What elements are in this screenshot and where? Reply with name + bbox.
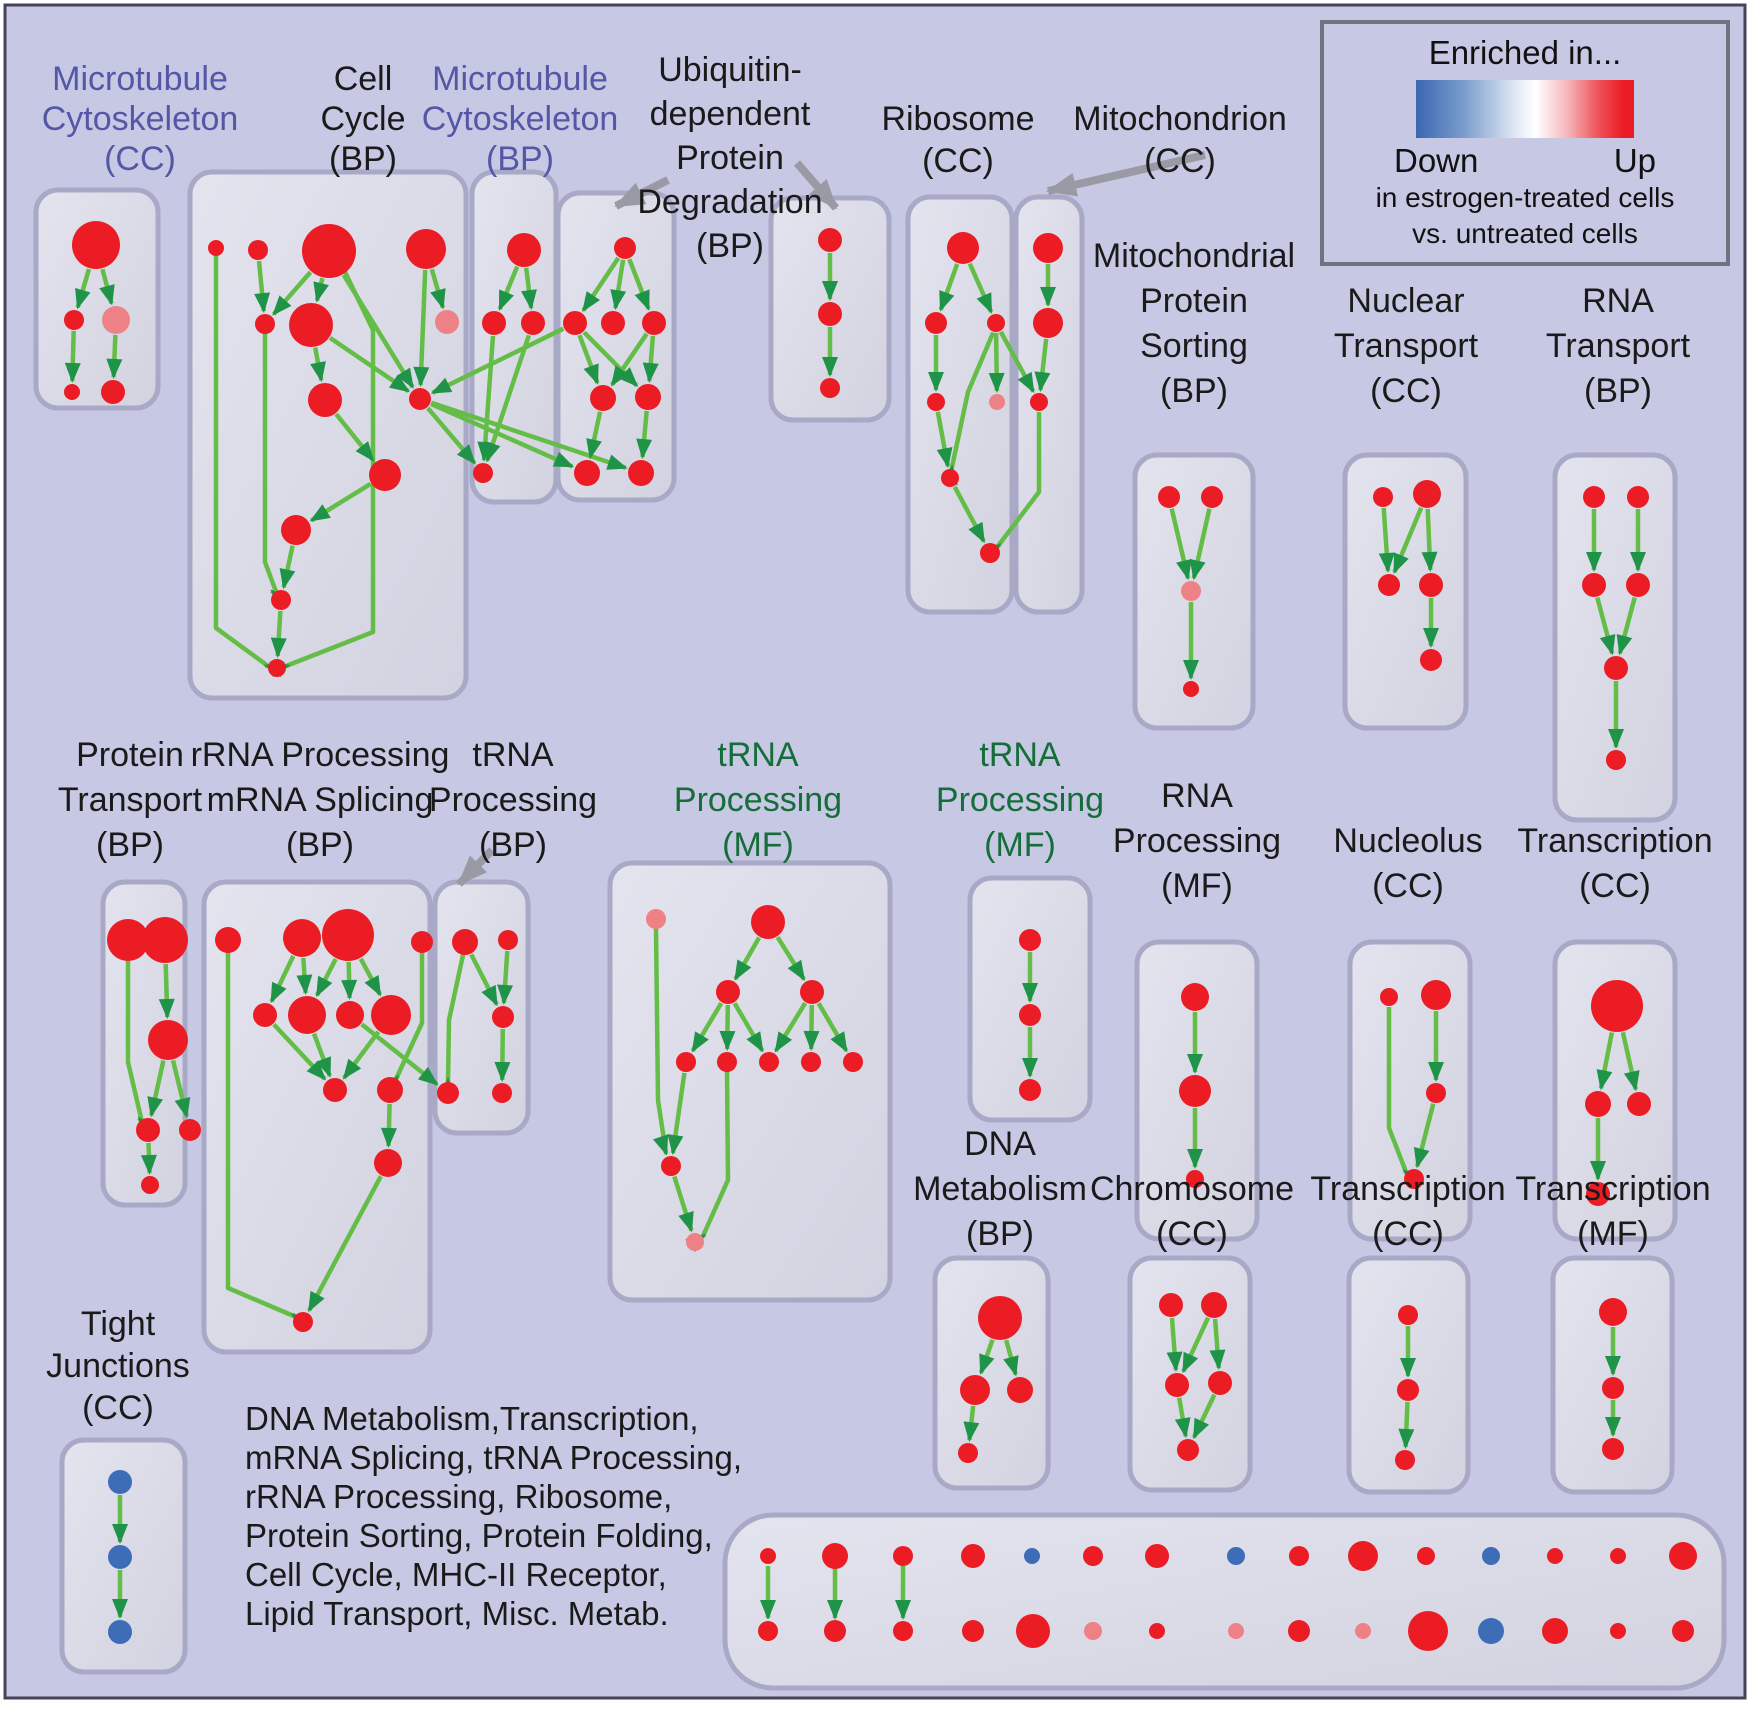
cluster-label-rr: rRNA Processing mRNA Splicing (BP) bbox=[190, 736, 450, 864]
go-term-node-y2 bbox=[1602, 1377, 1624, 1399]
edge-nt2-ntM2 bbox=[1428, 509, 1431, 570]
edge-ribS-ribP bbox=[996, 333, 997, 391]
go-term-dot-top bbox=[1348, 1541, 1378, 1571]
cluster-label-rnat: RNA Transport (BP) bbox=[1545, 282, 1691, 410]
cluster-box-dnam bbox=[935, 1258, 1048, 1488]
go-term-dot-bottom bbox=[1288, 1620, 1310, 1642]
go-term-node-ms2 bbox=[1201, 486, 1223, 508]
go-term-node-t2b bbox=[1019, 1004, 1041, 1026]
go-term-node-ch5 bbox=[1177, 1439, 1199, 1461]
cluster-label-tcc: Transcription (CC) bbox=[1517, 822, 1713, 905]
go-term-dot-bottom bbox=[1084, 1622, 1102, 1640]
go-term-node-cc12 bbox=[268, 659, 286, 677]
go-term-dot-bottom bbox=[1478, 1618, 1504, 1644]
go-term-node-ub4b bbox=[628, 460, 654, 486]
go-term-node-tm3 bbox=[759, 1052, 779, 1072]
go-term-node-mccA bbox=[72, 221, 120, 269]
go-term-node-t2c bbox=[1019, 1079, 1041, 1101]
go-term-node-tbTR bbox=[498, 930, 518, 950]
go-term-dot-bottom bbox=[1228, 1623, 1244, 1639]
go-term-node-rrT3 bbox=[322, 909, 374, 961]
go-term-node-tmT bbox=[751, 905, 785, 939]
cluster-label-rpmf: RNA Processing (MF) bbox=[1112, 777, 1282, 905]
go-term-node-ub4a bbox=[574, 460, 600, 486]
cluster-label-cc: Cell Cycle (BP) bbox=[320, 60, 406, 178]
cluster-label-ub: Ubiquitin-dependent Protein Degradation (BP) bbox=[637, 51, 823, 265]
go-term-node-mccB bbox=[64, 310, 84, 330]
go-term-dot-top bbox=[1482, 1547, 1500, 1565]
go-term-node-rrM2 bbox=[288, 996, 326, 1034]
legend-color-gradient bbox=[1416, 80, 1634, 138]
go-term-node-x1 bbox=[1398, 1305, 1418, 1325]
go-term-node-mbL bbox=[482, 311, 506, 335]
go-term-node-rrN bbox=[374, 1149, 402, 1177]
go-term-node-cc3 bbox=[302, 224, 356, 278]
go-term-dot-bottom bbox=[1610, 1623, 1626, 1639]
go-term-dot-top bbox=[822, 1543, 848, 1569]
cluster-label-mcc: Microtubule Cytoskeleton (CC) bbox=[41, 60, 239, 178]
go-term-node-tc3 bbox=[1627, 1092, 1651, 1116]
go-term-node-mitT bbox=[1033, 233, 1063, 263]
go-term-node-rp1 bbox=[1181, 983, 1209, 1011]
cluster-label-nuct: Nuclear Transport (CC) bbox=[1333, 282, 1479, 410]
cluster-label-tmf: tRNA Processing (MF) bbox=[673, 736, 843, 864]
cluster-label-dnam: DNA Metabolism (BP) bbox=[913, 1125, 1087, 1253]
go-term-node-ub3a bbox=[590, 385, 616, 411]
edge-tmR-tm4 bbox=[811, 1005, 812, 1049]
go-term-node-cc5 bbox=[255, 314, 275, 334]
go-term-node-ubT bbox=[614, 237, 636, 259]
go-term-dot-top bbox=[1547, 1548, 1563, 1564]
edge-tbMR-tbBR bbox=[502, 1029, 503, 1080]
go-term-node-nuB bbox=[1421, 980, 1451, 1010]
go-term-node-tc1 bbox=[1591, 980, 1643, 1032]
go-term-node-ubc1 bbox=[818, 228, 842, 252]
go-term-node-rrV bbox=[293, 1312, 313, 1332]
go-term-dot-top bbox=[760, 1548, 776, 1564]
go-term-node-dn4 bbox=[958, 1443, 978, 1463]
go-term-node-rrB2 bbox=[377, 1077, 403, 1103]
go-term-node-tmR bbox=[800, 980, 824, 1004]
go-term-node-ch1 bbox=[1159, 1293, 1183, 1317]
go-term-node-ribL bbox=[925, 312, 947, 334]
go-term-node-tm2 bbox=[717, 1052, 737, 1072]
go-term-dot-top bbox=[1289, 1546, 1309, 1566]
legend-title: Enriched in... bbox=[1428, 34, 1622, 71]
go-term-node-rtM1 bbox=[1582, 573, 1606, 597]
go-term-node-nt2 bbox=[1413, 480, 1441, 508]
cluster-box-tmf bbox=[610, 863, 890, 1300]
go-term-dot-top bbox=[1610, 1548, 1626, 1564]
go-term-node-mbB bbox=[473, 463, 493, 483]
go-term-dot-bottom bbox=[1355, 1623, 1371, 1639]
go-term-node-ccP bbox=[435, 310, 459, 334]
edge-ptBL-ptBot bbox=[149, 1143, 150, 1173]
cluster-label-mb: Microtubule Cytoskeleton (BP) bbox=[421, 60, 619, 178]
go-term-node-rt1 bbox=[1583, 486, 1605, 508]
go-term-node-x2 bbox=[1397, 1379, 1419, 1401]
go-term-node-ribB bbox=[980, 543, 1000, 563]
go-term-node-t2a bbox=[1019, 929, 1041, 951]
go-term-node-rrB1 bbox=[323, 1078, 347, 1102]
go-term-dot-bottom bbox=[1672, 1620, 1694, 1642]
go-term-node-ch2 bbox=[1201, 1292, 1227, 1318]
legend-down-label: Down bbox=[1394, 142, 1479, 179]
go-term-node-ch3 bbox=[1165, 1373, 1189, 1397]
collapsed-categories-text: DNA Metabolism,Transcription, mRNA Splicing, tRNA Processing, rRNA Processing, Ribosome, Protein Sorting, Protein Folding, Cell Cycle, MHC-II Receptor, Lipid Transport, Misc. Metab. bbox=[245, 1400, 743, 1632]
go-term-node-mbT bbox=[507, 233, 541, 267]
go-term-node-mccC bbox=[102, 306, 130, 334]
go-term-node-nt1 bbox=[1373, 487, 1393, 507]
go-term-node-tj3 bbox=[108, 1620, 132, 1644]
go-term-node-mccE bbox=[101, 380, 125, 404]
go-term-node-mitM bbox=[1033, 308, 1063, 338]
go-term-node-nuS bbox=[1380, 988, 1398, 1006]
cluster-box-rr bbox=[204, 882, 430, 1352]
edge-mccB-mccD bbox=[72, 331, 73, 381]
go-term-node-ptBot bbox=[141, 1176, 159, 1194]
go-term-node-tbBL bbox=[437, 1082, 459, 1104]
edge-mccC-mccE bbox=[114, 335, 116, 377]
go-term-node-y3 bbox=[1602, 1438, 1624, 1460]
go-term-node-cc2 bbox=[248, 240, 268, 260]
edge-tmL-tm2 bbox=[727, 1005, 728, 1049]
go-term-dot-top bbox=[1669, 1542, 1697, 1570]
legend-up-label: Up bbox=[1613, 142, 1656, 179]
legend-subtitle-2: vs. untreated cells bbox=[1412, 218, 1638, 249]
cluster-label-mit: Mitochondrion (CC) bbox=[1073, 100, 1287, 180]
cluster-label-tmf3: Transcription (MF) bbox=[1515, 1170, 1711, 1253]
go-term-node-rtC bbox=[1604, 656, 1628, 680]
cluster-label-msort: Mitochondrial Protein Sorting (BP) bbox=[1092, 237, 1296, 410]
go-term-dot-top bbox=[893, 1546, 913, 1566]
go-term-node-tm1 bbox=[676, 1052, 696, 1072]
go-term-node-dn1 bbox=[978, 1296, 1022, 1340]
cluster-label-tj: Tight Junctions (CC) bbox=[46, 1305, 190, 1427]
go-term-dot-top bbox=[1227, 1547, 1245, 1565]
go-term-node-msP bbox=[1181, 581, 1201, 601]
go-term-node-ub2c bbox=[642, 311, 666, 335]
go-term-node-cc10 bbox=[281, 515, 311, 545]
go-term-node-ms1 bbox=[1158, 486, 1180, 508]
go-term-node-rtB bbox=[1606, 750, 1626, 770]
go-term-node-ribP bbox=[989, 394, 1005, 410]
go-term-node-cc6 bbox=[289, 303, 333, 347]
go-term-dot-top bbox=[1145, 1544, 1169, 1568]
go-term-node-ntM1 bbox=[1378, 574, 1400, 596]
go-term-node-ptBR bbox=[179, 1119, 201, 1141]
go-term-dot-bottom bbox=[962, 1620, 984, 1642]
go-term-dot-bottom bbox=[1016, 1614, 1050, 1648]
go-term-node-cc11 bbox=[271, 590, 291, 610]
go-term-node-tmPB bbox=[686, 1233, 704, 1251]
edge-rrT2-rrM2 bbox=[303, 958, 305, 993]
go-term-node-rrM1 bbox=[253, 1003, 277, 1027]
go-term-node-ntM2 bbox=[1419, 573, 1443, 597]
go-term-node-ribM bbox=[941, 469, 959, 487]
edge-x2-x3 bbox=[1406, 1402, 1408, 1447]
go-term-node-ub2a bbox=[563, 311, 587, 335]
go-term-node-cc4 bbox=[406, 229, 446, 269]
go-term-node-tc2 bbox=[1585, 1091, 1611, 1117]
legend-subtitle-1: in estrogen-treated cells bbox=[1375, 182, 1675, 213]
cluster-label-nucl: Nucleolus (CC) bbox=[1333, 822, 1483, 905]
go-term-node-mccD bbox=[64, 384, 80, 400]
cluster-box-ub bbox=[558, 193, 674, 500]
go-term-node-cc8 bbox=[409, 388, 431, 410]
go-term-node-ptM bbox=[148, 1020, 188, 1060]
go-term-node-nuM bbox=[1426, 1083, 1446, 1103]
go-term-node-rt2 bbox=[1627, 486, 1649, 508]
go-term-node-ch4 bbox=[1208, 1371, 1232, 1395]
go-term-dot-bottom bbox=[893, 1621, 913, 1641]
go-term-node-ub2b bbox=[601, 311, 625, 335]
go-term-node-cc1 bbox=[208, 240, 224, 256]
go-term-node-dn3 bbox=[1007, 1377, 1033, 1403]
go-term-dot-bottom bbox=[1149, 1623, 1165, 1639]
cluster-label-tcc2: Transcription (CC) bbox=[1310, 1170, 1506, 1253]
go-term-node-y1 bbox=[1599, 1298, 1627, 1326]
go-term-dot-top bbox=[1083, 1546, 1103, 1566]
go-term-node-dn2 bbox=[960, 1375, 990, 1405]
go-term-node-tj2 bbox=[108, 1545, 132, 1569]
go-term-node-msB bbox=[1183, 681, 1199, 697]
go-term-node-rrT4 bbox=[411, 931, 433, 953]
go-term-node-ptBL bbox=[136, 1118, 160, 1142]
go-term-node-mitN bbox=[1030, 393, 1048, 411]
go-term-dot-top bbox=[1024, 1548, 1040, 1564]
go-term-node-rrM4 bbox=[371, 995, 411, 1035]
go-term-node-cc9 bbox=[369, 459, 401, 491]
go-term-node-tmLow bbox=[661, 1156, 681, 1176]
go-term-node-ntB bbox=[1420, 649, 1442, 671]
go-term-node-ribLL bbox=[927, 393, 945, 411]
go-term-node-ub3b bbox=[635, 384, 661, 410]
go-term-dot-top bbox=[961, 1544, 985, 1568]
go-term-node-rrM3 bbox=[336, 1001, 364, 1029]
go-term-node-rrT2 bbox=[283, 919, 321, 957]
go-term-node-cc7 bbox=[308, 383, 342, 417]
legend bbox=[1320, 20, 1730, 266]
go-term-node-tbMR bbox=[492, 1006, 514, 1028]
go-term-node-ubc2 bbox=[818, 302, 842, 326]
go-term-dot-top bbox=[1417, 1547, 1435, 1565]
go-term-node-rrT1 bbox=[215, 927, 241, 953]
edge-rrT3-rrM3 bbox=[349, 962, 350, 998]
cluster-label-tmf2: tRNA Processing (MF) bbox=[935, 736, 1105, 864]
go-term-node-x3 bbox=[1395, 1450, 1415, 1470]
cluster-label-chrom: Chromosome (CC) bbox=[1089, 1170, 1295, 1253]
go-term-node-mbR bbox=[521, 311, 545, 335]
go-term-node-tmL bbox=[716, 980, 740, 1004]
cluster-label-tbp: tRNA Processing (BP) bbox=[428, 736, 598, 864]
edge-rrB2-rrN bbox=[389, 1104, 390, 1146]
go-term-node-tm4 bbox=[801, 1052, 821, 1072]
go-term-node-rtM2 bbox=[1626, 573, 1650, 597]
cluster-label-rib: Ribosome (CC) bbox=[881, 100, 1035, 180]
go-term-node-tmP bbox=[646, 909, 666, 929]
go-term-node-ubc3 bbox=[820, 378, 840, 398]
go-term-dot-bottom bbox=[1542, 1618, 1568, 1644]
go-term-node-ptB bbox=[142, 917, 188, 963]
go-term-dot-bottom bbox=[758, 1621, 778, 1641]
cluster-label-pt: Protein Transport (BP) bbox=[57, 736, 203, 864]
edge-ptB-ptM bbox=[166, 964, 168, 1017]
go-term-node-rp2 bbox=[1179, 1075, 1211, 1107]
go-term-node-tm5 bbox=[843, 1052, 863, 1072]
go-term-node-ribS bbox=[987, 314, 1005, 332]
cluster-box-misc-panel bbox=[725, 1515, 1724, 1688]
cluster-box-nuct bbox=[1345, 455, 1466, 728]
go-term-dot-bottom bbox=[824, 1620, 846, 1642]
go-term-node-ribT bbox=[947, 232, 979, 264]
go-term-node-tj1 bbox=[108, 1470, 132, 1494]
edge-cc11-cc12 bbox=[278, 611, 281, 656]
go-term-node-tbTL bbox=[452, 929, 478, 955]
go-term-node-tbBR bbox=[492, 1083, 512, 1103]
go-term-dot-bottom bbox=[1408, 1611, 1448, 1651]
